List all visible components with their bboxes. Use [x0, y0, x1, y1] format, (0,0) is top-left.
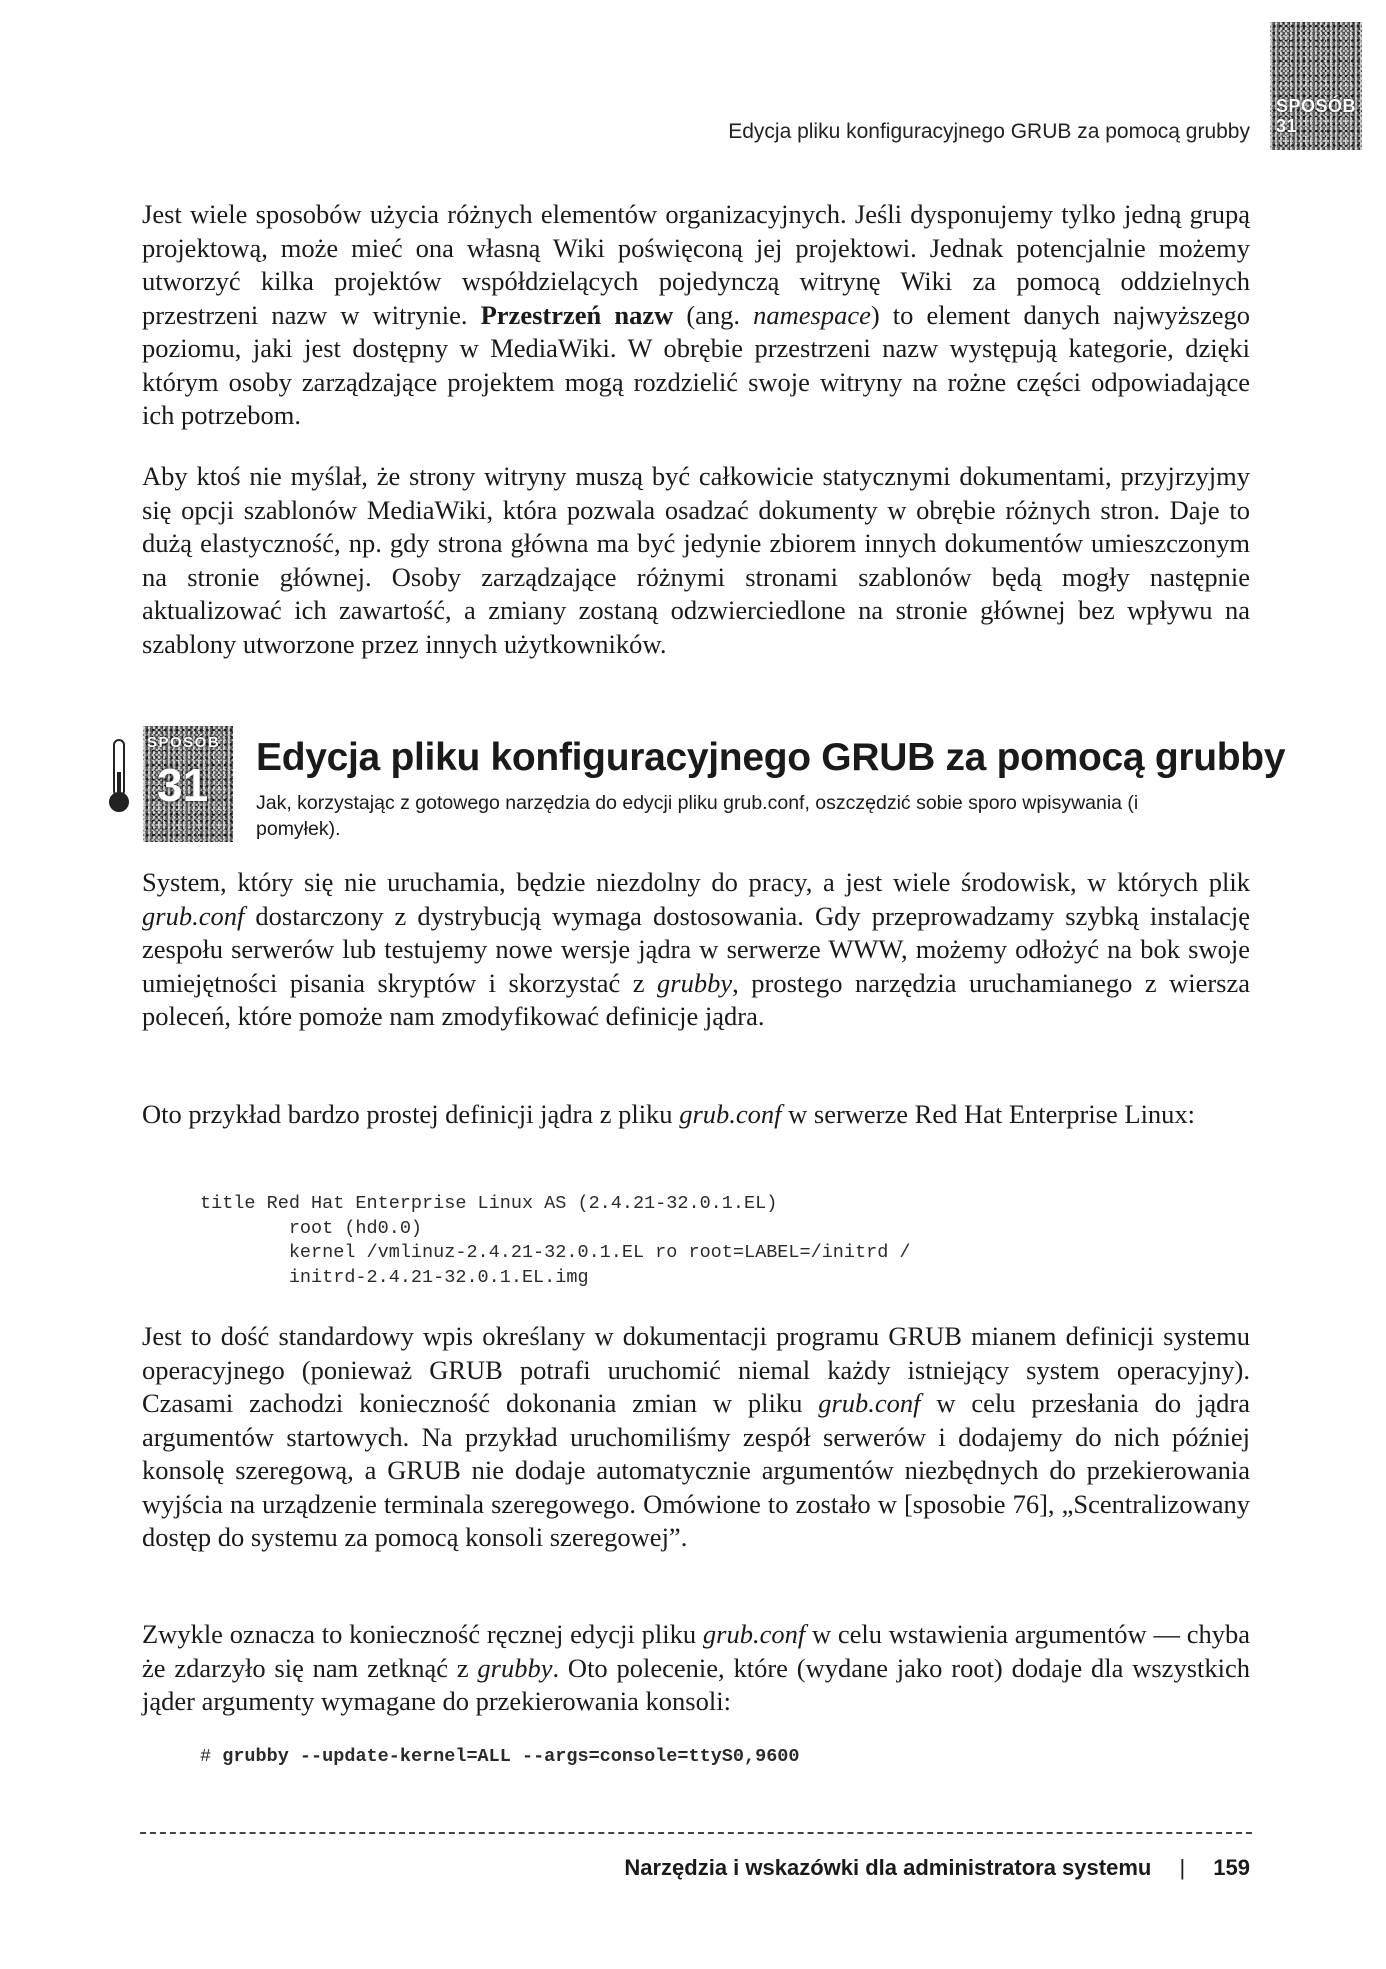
- text-run: ) to element danych najwyższego poziomu, jaki jest dostępny w MediaWiki. W obrębie przestrzeni nazw występują kategorie, dzięki którym osoby zarządzające projektem mogą rozdzielić swoje witryny na rożne części odpowiadające ich potrzebom.: [142, 299, 1250, 430]
- hack-badge: [143, 726, 233, 842]
- section-tab: [1270, 22, 1362, 150]
- text-run: Jest to dość standardowy wpis określany w dokumentacji programu GRUB mianem definicji systemu operacyjnego (ponieważ GRUB potrafi uruchomić niemal każdy istniejący system operacyjny). Czasami zachodzi konieczność dokonania zmian w pliku: [142, 1321, 1250, 1418]
- text-run: w serwerze Red Hat Enterprise Linux:: [781, 1099, 1196, 1129]
- italic-term: grubby: [477, 1652, 553, 1683]
- footer-page-number: 159: [1213, 1855, 1250, 1880]
- footer-separator: |: [1179, 1855, 1186, 1880]
- italic-term: grub.conf: [142, 900, 245, 931]
- code-block-grubby-command: [200, 1745, 800, 1770]
- intro-paragraph-2: [142, 460, 1250, 661]
- text-run: (ang.: [673, 299, 754, 330]
- running-header-title: Edycja pliku konfiguracyjnego GRUB za pomocą grubby: [728, 120, 1250, 143]
- code-block-grub-entry: [200, 1192, 911, 1290]
- hack-title: Edycja pliku konfiguracyjnego GRUB za pomocą grubby: [256, 736, 1286, 779]
- italic-term: namespace: [753, 299, 871, 330]
- footer: [560, 1855, 1250, 1881]
- text-run: Jest wiele sposobów użycia różnych elementów organizacyjnych. Jeśli dysponujemy tylko jedną grupą projektową, może mieć ona własną Wiki poświęconą jej projektowi. Jednak potencjalnie możemy utworzyć kilka projektów współdzielących pojedynczą witrynę Wiki za pomocą oddzielnych przestrzeni nazw w witrynie.: [142, 199, 1250, 330]
- intro-paragraph-1: [142, 198, 1250, 433]
- footer-divider: [140, 1832, 1252, 1834]
- text-run: w celu wstawienia argumentów — chyba że zdarzyło się nam zetknąć z: [142, 1619, 1250, 1683]
- thermometer-icon: [108, 738, 130, 816]
- hack-paragraph-1: [142, 866, 1250, 1034]
- section-tab-number: 31: [1276, 116, 1298, 136]
- italic-term: grub.conf: [702, 1619, 806, 1649]
- text-run: Oto przykład bardzo prostej definicji jądra z pliku: [142, 1099, 680, 1129]
- text-run: Zwykle oznacza to konieczność ręcznej edycji pliku: [142, 1619, 703, 1649]
- footer-book-title: Narzędzia i wskazówki dla administratora systemu: [624, 1855, 1152, 1880]
- text-run: Aby ktoś nie myślał, że strony witryny muszą być całkowicie statycznymi dokumentami, przyjrzyjmy się opcji szablonów MediaWiki, która pozwala osadzać dokumenty w obrębie różnych stron. Daje to dużą elastyczność, np. gdy strona główna ma być jedynie zbiorem innych dokumentów umieszczonym na stronie głównej. Osoby zarządzające różnymi stronami szablonów będą mogły następnie aktualizować ich zawartość, a zmiany zostaną odzwierciedlone na stronie głównej bez wpływu na szablony utworzone przez innych użytkowników.: [142, 461, 1250, 659]
- text-run: w celu przesłania do jądra argumentów startowych. Na przykład uruchomiliśmy zespół serwerów i dodajemy do nich później konsolę szeregową, a GRUB nie dodaje automatycznie argumentów niezbędnych do przekierowania wyjścia na urządzenie terminala szeregowego. Omówione to zostało w [sposobie 76], „Scentralizowany dostęp do systemu za pomocą konsoli szeregowej”.: [142, 1388, 1250, 1552]
- section-tab-label: [1276, 96, 1356, 136]
- text-run: System, który się nie uruchamia, będzie niezdolny do pracy, a jest wiele środowisk, w których plik: [142, 867, 1250, 897]
- code-line: initrd-2.4.21-32.0.1.EL.img: [200, 1266, 589, 1288]
- italic-term: grub.conf: [818, 1388, 921, 1418]
- code-line: root (hd0.0): [200, 1217, 423, 1239]
- hack-badge-word: SPOSÓB: [147, 734, 221, 751]
- italic-term: grubby: [657, 967, 733, 998]
- hack-paragraph-4: [142, 1618, 1250, 1719]
- text-run: dostarczony z dystrybucją wymaga dostosowania. Gdy przeprowadzamy szybką instalację zespołu serwerów lub testujemy nowe wersje jądra w serwerze WWW, możemy odłożyć na bok swoje umiejętności pisania skryptów i skorzystać z: [142, 900, 1250, 998]
- hack-paragraph-2: [142, 1098, 1250, 1132]
- hack-subtitle: Jak, korzystając z gotowego narzędzia do edycji pliku grub.conf, oszczędzić sobie sporo wpisywania (i pomyłek).: [256, 792, 1139, 840]
- code-line: title Red Hat Enterprise Linux AS (2.4.21-32.0.1.EL): [200, 1193, 778, 1214]
- text-run: , prostego narzędzia uruchamianego z wiersza poleceń, które pomoże nam zmodyfikować definicje jądra.: [142, 967, 1250, 1031]
- section-tab-word: SPOSÓB: [1276, 96, 1357, 116]
- code-prompt: #: [200, 1746, 223, 1767]
- code-line: kernel /vmlinuz-2.4.21-32.0.1.EL ro root=LABEL=/initrd /: [200, 1242, 911, 1263]
- italic-term: grub.conf: [679, 1099, 782, 1129]
- code-command: grubby --update-kernel=ALL --args=console=ttyS0,9600: [222, 1746, 800, 1767]
- hack-badge-number: 31: [157, 759, 209, 811]
- hack-paragraph-3: [142, 1320, 1250, 1555]
- text-run: . Oto polecenie, które (wydane jako root) dodaje dla wszystkich jąder argumenty wymagane do przekierowania konsoli:: [142, 1652, 1250, 1716]
- bold-term: Przestrzeń nazw: [480, 299, 674, 330]
